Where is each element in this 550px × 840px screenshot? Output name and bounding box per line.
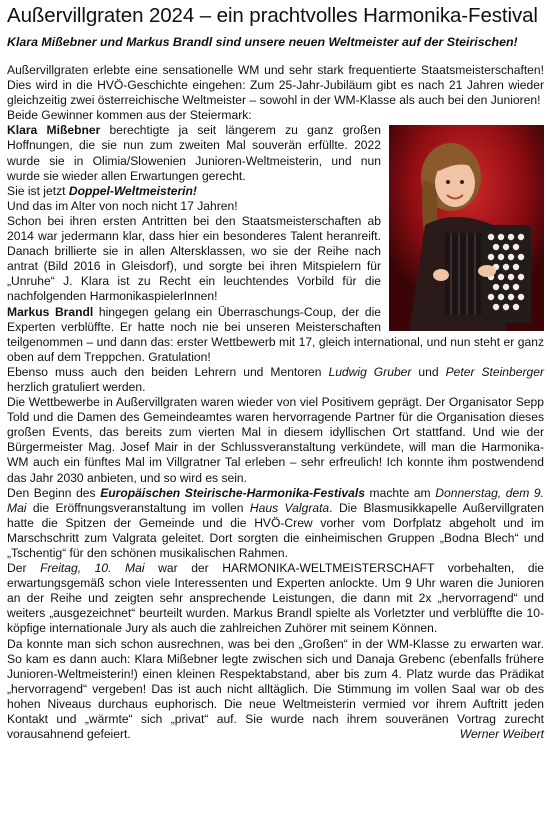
article-subtitle: Klara Mißebner und Markus Brandl sind unsere neuen Weltmeister auf der Steirischen!: [7, 35, 518, 49]
venue-name: Haus Valgrata: [249, 500, 330, 515]
paragraph-opening: Den Beginn des Europäischen Steirische-Harmonika-Festivals machte am Donnerstag, dem 9. Mai die Eröffnungsveranstaltung im vollen Haus Valgrata. Die Blasmusikkapelle Außervillgraten hatte die Spitzen der Gemeinde und die HVÖ-Crew vorher vom Dorfplatz abgeholt und im Marschschritt zum Valgrata geleitet. Dort sorgten die einheimischen Gruppen „Bodna Blech“ und „Tschentig“ für den schönen musikalischen Rahmen.: [7, 485, 544, 560]
klara-name: Klara Mißebner: [7, 123, 101, 138]
opening-date: Donnerstag, dem 9. Mai: [7, 485, 544, 515]
accordion-player-illustration: [389, 125, 544, 331]
article-title: Außervillgraten 2024 – ein prachtvolles Harmonika-Festival: [7, 4, 538, 27]
mentor-name-2: Peter Steinberger: [445, 364, 544, 379]
double-champion-highlight: Doppel-Weltmeisterin!: [68, 183, 197, 198]
accordion-player-photo: [389, 125, 544, 331]
article-body: [7, 63, 544, 742]
markus-name: Markus Brandl: [7, 304, 94, 319]
paragraph-mentors: Ebenso muss auch den beiden Lehrern und Mentoren Ludwig Gruber und Peter Steinberger herzlich gratuliert werden.: [7, 364, 544, 394]
paragraph-result: Da konnte man sich schon ausrechnen, was bei den „Großen“ in der WM-Klasse zu erwarten war. So kam es dann auch: Klara Mißebner legte zwischen sich und Danaja Grebenc (ebenfalls frühere Junioren-Weltmeisterin!) einen kleinen Respektabstand, aber bis zum 4. Platz wurde das Prädikat „hervorragend“ vergeben! Das ist auch nicht alltäglich. Die Stimmung im vollen Saal war ob des hohen Niveaus durchaus euphorisch. Die neue Weltmeisterin vermied vor ihrem Auftritt jeden Kontakt und „wärmte“ sich „privat“ auf. Sie wurde nach ihrem souveränen Vortrag zurecht vorausahnend gefeiert. Werner Weibert: [7, 636, 544, 742]
paragraph-klara: Klara Mißebner berechtigte ja seit längerem zu ganz großen Hoffnungen, die sie nun zum zweiten Mal souverän erfüllte. 2022 wurde sie in Olimia/Slowenien Junioren-Weltmeisterin, und nun wurde sie wieder allen Erwartungen gerecht.: [7, 123, 381, 183]
paragraph-world-championship: Der Freitag, 10. Mai war der HARMONIKA-WELTMEISTERSCHAFT vorbehalten, die erwartungsgemäß schon viele Interessenten und Experten anlockte. Um 9 Uhr waren die Junioren an der Reihe und zeigten sehr ansprechende Leistungen, die dann mit 2x „hervorragend“ und weiters „ausgezeichnet“ beurteilt wurden. Markus Brandl spielte als Vorletzter und verblüffte die 10-köpfige internationale Jury als auch die zahlreichen Zuhörer mit seinem Können.: [7, 561, 544, 636]
article: [7, 0, 544, 742]
paragraph-organisation: Die Wettbewerbe in Außervillgraten waren wieder von viel Positivem geprägt. Der Organisator Sepp Told und die Damen des Gemeindeamtes waren hervorragende Partner für die Organisation dieses großen Events, das bereits zum vierten Mal in diesem idyllischen Ort stattfand. Und wie der Bürgermeister Mag. Josef Mair in der Schlussveranstaltung verkündete, will man die Harmonika-WM auch ein fünftes Mal im Villgratner Tal erleben – sehr erfreulich! Ich konnte ihm postwendend das Jahr 2030 anbieten, und so wird es sein.: [7, 395, 544, 485]
paragraph-double-champion: Sie ist jetzt Doppel-Weltmeisterin!: [7, 183, 197, 198]
paragraph-winners-intro: Beide Gewinner kommen aus der Steiermark:: [7, 108, 252, 123]
paragraph-age: Und das im Alter von noch nicht 17 Jahren!: [7, 198, 238, 213]
paragraph-markus: Markus Brandl hingegen gelang ein Überraschungs-Coup, der die Experten verblüffte. Er hatte noch nie bei unseren Meisterschaften teilgenommen – und dann das: erster Wettbewerb mit 17, gleich international, und nun steht er ganz oben auf dem Treppchen. Gratulation!: [7, 304, 544, 364]
author-signature: Werner Weibert: [459, 727, 544, 742]
mentor-name-1: Ludwig Gruber: [328, 364, 412, 379]
championship-date: Freitag, 10. Mai: [40, 561, 145, 576]
paragraph-klara-history: Schon bei ihren ersten Antritten bei den Staatsmeisterschaften ab 2014 war jedermann klar, dass hier ein besonderes Talent heranreift. Danach brillierte sie in allen Altersklassen, wo sie der Reihe nach antrat (Bild 2016 in Gleisdorf), und sorgte bei ihren Mitspielern für „Unruhe“ J. Klara ist zu Recht ein leuchtendes Vorbild für die nachfolgenden HarmonikaspielerInnen!: [7, 213, 381, 304]
festival-name: Europäischen Steirische-Harmonika-Festivals: [100, 485, 365, 500]
paragraph-intro: Außervillgraten erlebte eine sensationelle WM und sehr stark frequentierte Staatsmeisterschaften! Dies wird in die HVÖ-Geschichte eingehen: Zum 25-Jahr-Jubiläum gibt es nach 21 Jahren wieder gleichzeitig zwei österreichische Weltmeister – sowohl in der WM-Klasse als auch bei den Junioren!: [7, 63, 544, 108]
